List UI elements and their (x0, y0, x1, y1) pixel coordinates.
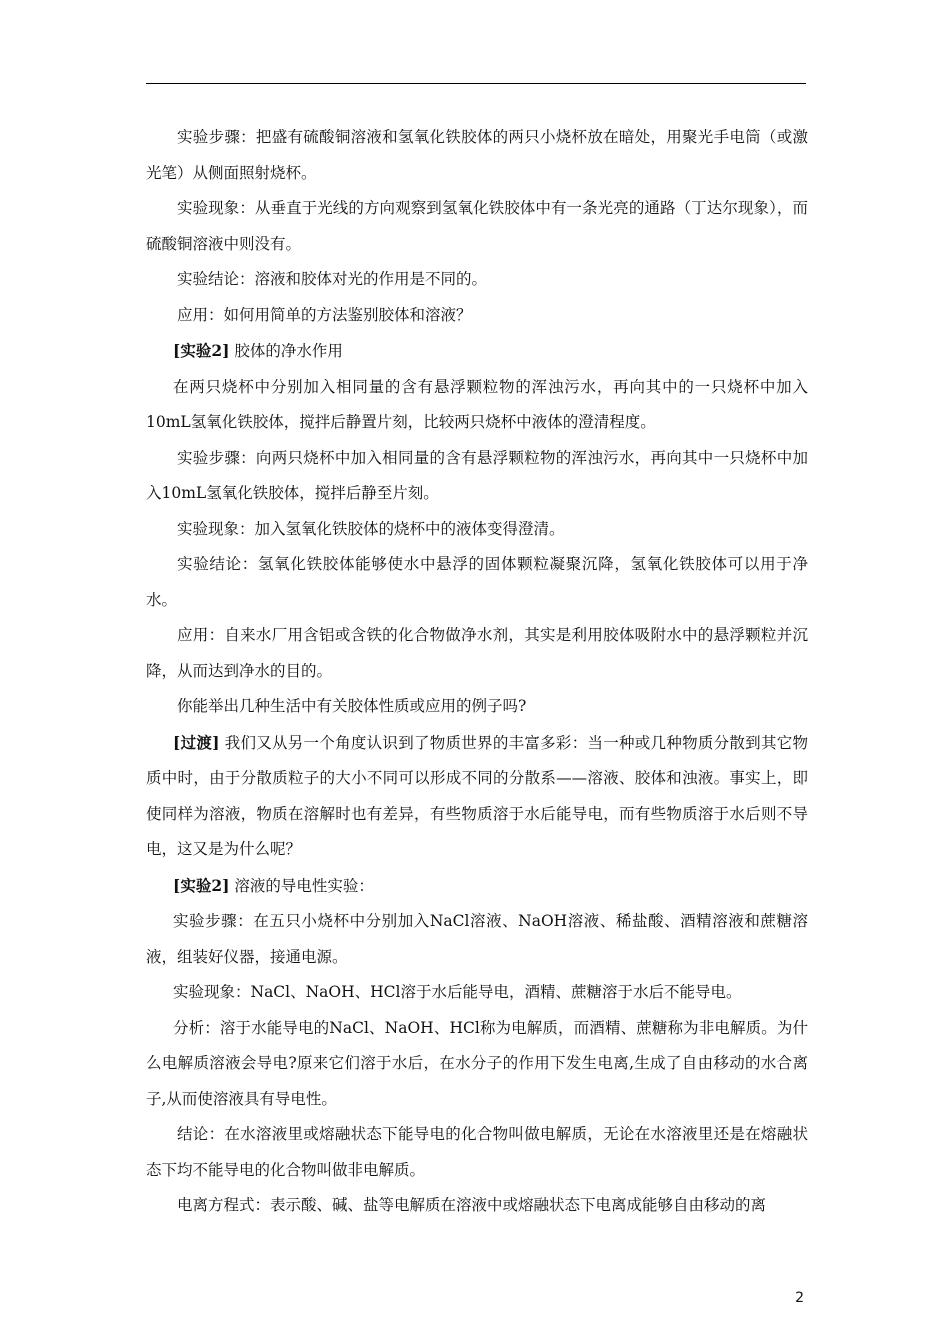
section-title: 胶体的净水作用 (229, 342, 343, 360)
paragraph: 应用：如何用简单的方法鉴别胶体和溶液？ (177, 305, 472, 324)
document-body (146, 120, 808, 1224)
paragraph: 实验现象：从垂直于光线的方向观察到氢氧化铁胶体中有一条光亮的通路（丁达尔现象），而硫酸铜溶液中则没有。 (146, 199, 808, 253)
section-heading (146, 868, 808, 905)
header-rule (146, 83, 806, 84)
transition-paragraph (146, 725, 808, 868)
paragraph: 应用：自来水厂用含铝或含铁的化合物做净水剂，其实是利用胶体吸附水中的悬浮颗粒并沉降，从而达到净水的目的。 (146, 626, 808, 680)
paragraph: 实验步骤：在五只小烧杯中分别加入NaCl溶液、NaOH溶液、稀盐酸、酒精溶液和蔗糖溶液，组装好仪器，接通电源。 (146, 912, 808, 966)
paragraph: 你能举出几种生活中有关胶体性质或应用的例子吗? (177, 697, 527, 715)
section-label: [过渡] (173, 732, 220, 752)
paragraph: 实验步骤：把盛有硫酸铜溶液和氢氧化铁胶体的两只小烧杯放在暗处，用聚光手电筒（或激光笔）从侧面照射烧杯。 (146, 128, 808, 182)
section-heading (146, 333, 808, 370)
paragraph: 实验步骤：向两只烧杯中加入相同量的含有悬浮颗粒物的浑浊污水，再向其中一只烧杯中加入10mL氢氧化铁胶体，搅拌后静至片刻。 (146, 448, 808, 502)
paragraph: 在两只烧杯中分别加入相同量的含有悬浮颗粒物的浑浊污水，再向其中的一只烧杯中加入10mL氢氧化铁胶体，搅拌后静置片刻，比较两只烧杯中液体的澄清程度。 (146, 377, 808, 431)
paragraph: 实验现象：加入氢氧化铁胶体的烧杯中的液体变得澄清。 (177, 519, 565, 538)
paragraph-text: 我们又从另一个角度认识到了物质世界的丰富多彩：当一种或几种物质分散到其它物质中时，由于分散质粒子的大小不同可以形成不同的分散系——溶液、胶体和浊液。事实上，即使同样为溶液，物质在溶解时也有差异，有些物质溶于水后能导电，而有些物质溶于水后则不导电，这又是为什么呢？ (146, 733, 809, 858)
section-label: [实验2] (173, 875, 230, 895)
paragraph: 实验结论：氢氧化铁胶体能够使水中悬浮的固体颗粒凝聚沉降，氢氧化铁胶体可以用于净水。 (146, 555, 808, 609)
section-title: 溶液的导电性实验： (229, 876, 374, 895)
paragraph: 电离方程式：表示酸、碱、盐等电解质在溶液中或熔融状态下电离成能够自由移动的离 (177, 1196, 767, 1214)
page-number: 2 (795, 1290, 804, 1306)
paragraph: 结论：在水溶液里或熔融状态下能导电的化合物叫做电解质，无论在水溶液里还是在熔融状态下均不能导电的化合物叫做非电解质。 (146, 1125, 808, 1179)
paragraph: 分析：溶于水能导电的NaCl、NaOH、HCl称为电解质，而酒精、蔗糖称为非电解质。为什么电解质溶液会导电?原来它们溶于水后，在水分子的作用下发生电离,生成了自由移动的水合离子,从而使溶液具有导电性。 (146, 1018, 808, 1108)
paragraph: 实验结论：溶液和胶体对光的作用是不同的。 (177, 270, 488, 288)
section-label: [实验2] (173, 341, 230, 360)
paragraph: 实验现象：NaCl、NaOH、HCl溶于水后能导电，酒精、蔗糖溶于水后不能导电。 (173, 983, 742, 1001)
